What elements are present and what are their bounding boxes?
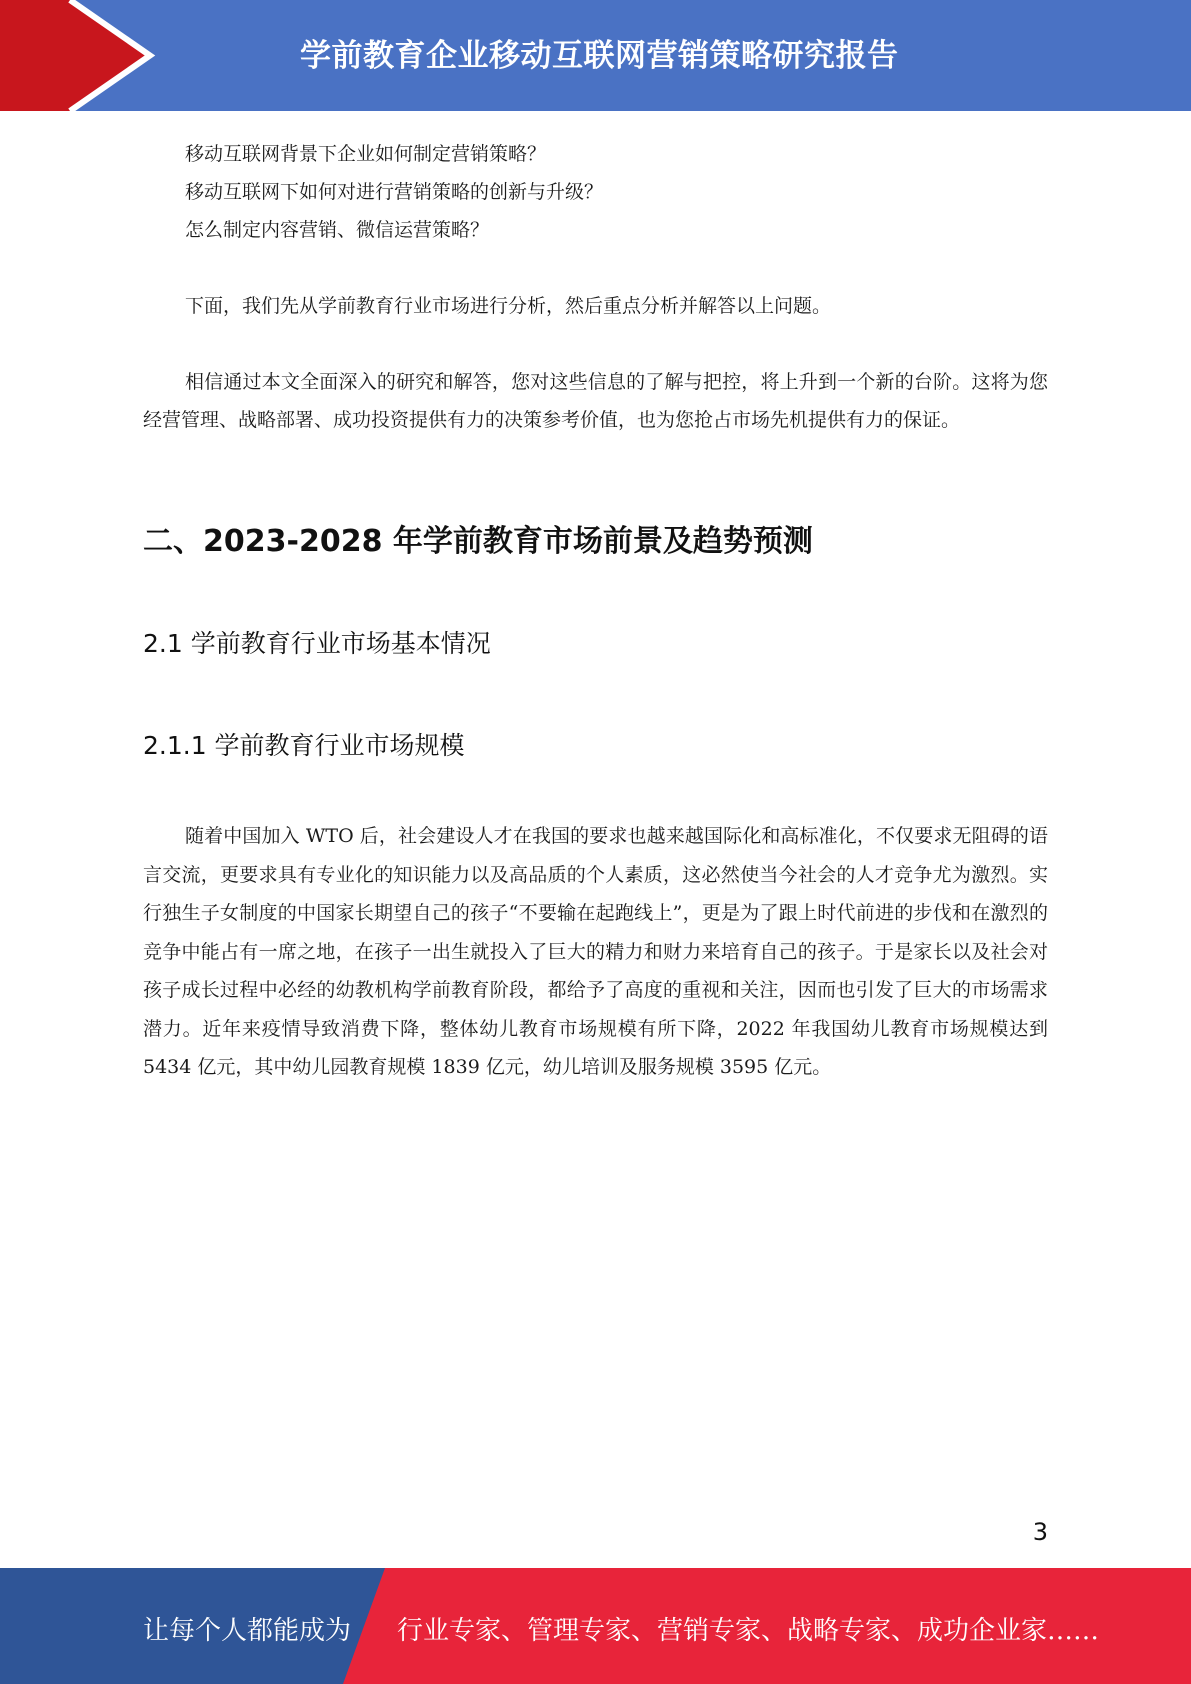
market-size-paragraph: 随着中国加入 WTO 后，社会建设人才在我国的要求也越来越国际化和高标准化，不仅要求无阻碍的语言交流，更要求具有专业化的知识能力以及高品质的个人素质，这必然使当今社会的人才竞争尤为激烈。实行独生子女制度的中国家长期望自己的孩子“不要输在起跑线上”，更是为了跟上时代前进的步伐和在激烈的竞争中能占有一席之地，在孩子一出生就投入了巨大的精力和财力来培育自己的孩子。于是家长以及社会对孩子成长过程中必经的幼教机构学前教育阶段，都给予了高度的重视和关注，因而也引发了巨大的市场需求潜力。近年来疫情导致消费下降，整体幼儿教育市场规模有所下降，2022 年我国幼儿教育市场规模达到 5434 亿元，其中幼儿园教育规模 1839 亿元，幼儿培训及服务规模 3595 亿元。 [143, 825, 1048, 1078]
question-line: 移动互联网背景下企业如何制定营销策略？ [185, 143, 547, 165]
footer-slogan-right: 行业专家、管理专家、营销专家、战略专家、成功企业家…… [397, 1616, 1100, 1646]
header-title: 学前教育企业移动互联网营销策略研究报告 [300, 38, 899, 74]
subsubsection-heading: 2.1.1 学前教育行业市场规模 [143, 731, 465, 760]
header-chevron-decoration [0, 0, 160, 111]
intro-paragraph: 相信通过本文全面深入的研究和解答，您对这些信息的了解与把控，将上升到一个新的台阶。这将为您经营管理、战略部署、成功投资提供有力的决策参考价值，也为您抢占市场先机提供有力的保证。 [143, 371, 1048, 431]
subsection-heading: 2.1 学前教育行业市场基本情况 [143, 629, 491, 658]
page-header [0, 0, 1191, 111]
section-heading: 二、2023-2028 年学前教育市场前景及趋势预测 [143, 524, 813, 559]
footer-slogan-left: 让每个人都能成为 [143, 1616, 352, 1646]
page-number: 3 [1032, 1518, 1048, 1546]
question-line: 怎么制定内容营销、微信运营策略？ [185, 219, 490, 241]
question-line: 移动互联网下如何对进行营销策略的创新与升级？ [185, 181, 604, 203]
intro-paragraph: 下面，我们先从学前教育行业市场进行分析，然后重点分析并解答以上问题。 [185, 295, 832, 317]
page-footer [0, 1568, 1191, 1684]
intro-section [143, 135, 1048, 439]
